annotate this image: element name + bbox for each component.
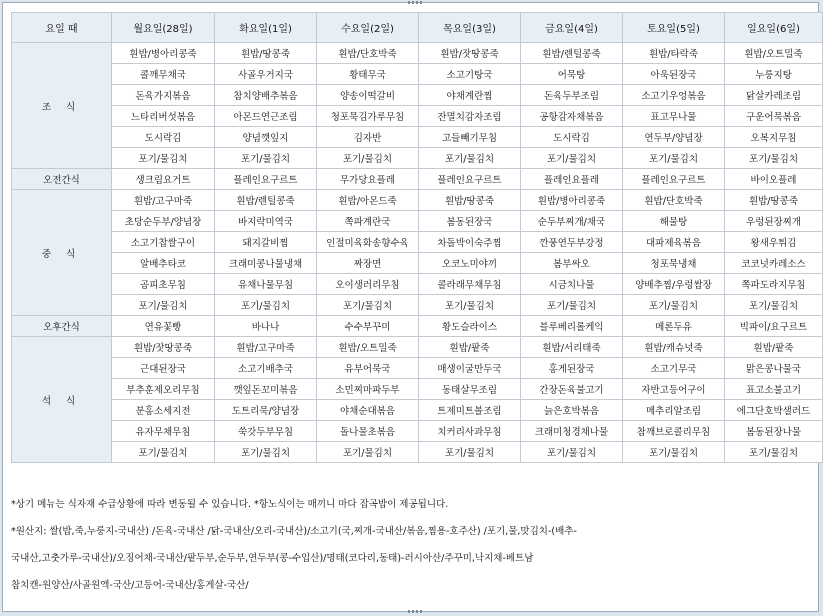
menu-cell: 쑥갓두부무침	[215, 421, 317, 442]
menu-cell: 알배추타코	[112, 253, 215, 274]
menu-cell: 바나나	[215, 316, 317, 337]
menu-cell: 흰밥/캐슈넛죽	[623, 337, 725, 358]
menu-cell: 무가당요플레	[317, 169, 419, 190]
menu-cell: 포기/물김치	[317, 442, 419, 463]
header-row	[12, 13, 823, 43]
menu-cell: 흰밥/땅콩죽	[419, 190, 521, 211]
menu-cell: 고들빼기무침	[419, 127, 521, 148]
menu-cell: 닭살카레조림	[725, 85, 823, 106]
menu-row	[12, 253, 823, 274]
menu-row	[12, 337, 823, 358]
menu-cell: 황도슬라이스	[419, 316, 521, 337]
menu-cell: 유자무채무침	[112, 421, 215, 442]
menu-cell: 깐풍연두부강정	[521, 232, 623, 253]
menu-row	[12, 190, 823, 211]
meal-label: 오후간식	[12, 316, 112, 337]
menu-cell: 흰밥/땅콩죽	[725, 190, 823, 211]
menu-cell: 봄부싸오	[521, 253, 623, 274]
menu-cell: 포기/물김치	[419, 442, 521, 463]
menu-cell: 부추훈제오리무침	[112, 379, 215, 400]
menu-cell: 느타리버섯볶음	[112, 106, 215, 127]
menu-cell: 플레인요플레	[521, 169, 623, 190]
menu-cell: 청포묵김가루무침	[317, 106, 419, 127]
menu-cell: 오복지무침	[725, 127, 823, 148]
menu-cell: 연두부/양념장	[623, 127, 725, 148]
menu-cell: 홍게된장국	[521, 358, 623, 379]
menu-cell: 양념깻잎지	[215, 127, 317, 148]
meal-label: 석 식	[12, 337, 112, 463]
menu-cell: 봄동된장나물	[725, 421, 823, 442]
menu-cell: 포기/물김치	[725, 442, 823, 463]
menu-cell: 포기/물김치	[419, 295, 521, 316]
menu-cell: 포기/물김치	[215, 148, 317, 169]
menu-cell: 분홍소세지전	[112, 400, 215, 421]
meal-label: 오전간식	[12, 169, 112, 190]
menu-cell: 왕새우튀김	[725, 232, 823, 253]
header-day: 월요일(28일)	[112, 13, 215, 43]
menu-cell: 포기/물김치	[623, 442, 725, 463]
menu-cell: 유채나물무침	[215, 274, 317, 295]
menu-cell: 잔멸치감자조림	[419, 106, 521, 127]
header-day: 수요일(2일)	[317, 13, 419, 43]
menu-cell: 크래미청경채나물	[521, 421, 623, 442]
menu-cell: 흰밥/단호박죽	[317, 43, 419, 64]
menu-cell: 포기/물김치	[112, 295, 215, 316]
menu-cell: 자반고등어구이	[623, 379, 725, 400]
menu-cell: 양배추찜/우렁쌈장	[623, 274, 725, 295]
menu-cell: 깻잎돈꼬미볶음	[215, 379, 317, 400]
menu-cell: 흰밥/렌틸콩죽	[521, 43, 623, 64]
menu-row	[12, 85, 823, 106]
menu-cell: 참치양배추볶음	[215, 85, 317, 106]
menu-cell: 어묵탕	[521, 64, 623, 85]
menu-cell: 순두부찌개/채국	[521, 211, 623, 232]
menu-cell: 포기/물김치	[725, 295, 823, 316]
menu-cell: 코코넛카레소스	[725, 253, 823, 274]
menu-cell: 흰밥/서리태죽	[521, 337, 623, 358]
menu-row	[12, 106, 823, 127]
menu-cell: 야채순대볶음	[317, 400, 419, 421]
menu-row	[12, 400, 823, 421]
menu-cell: 흰밥/땅콩죽	[215, 43, 317, 64]
menu-cell: 인절미육화송향수육	[317, 232, 419, 253]
menu-cell: 차돌박이숙주찜	[419, 232, 521, 253]
menu-cell: 돈육가지볶음	[112, 85, 215, 106]
menu-cell: 메론두유	[623, 316, 725, 337]
menu-cell: 포기/물김치	[419, 148, 521, 169]
menu-cell: 포기/물김치	[215, 442, 317, 463]
menu-cell: 흰밥/렌틸콩죽	[215, 190, 317, 211]
header-day: 목요일(3일)	[419, 13, 521, 43]
menu-cell: 플레인요구르트	[623, 169, 725, 190]
menu-cell: 소고기배추국	[215, 358, 317, 379]
menu-cell: 흰밥/오트밀죽	[725, 43, 823, 64]
menu-cell: 에그단호박샐러드	[725, 400, 823, 421]
menu-cell: 누룽지탕	[725, 64, 823, 85]
menu-cell: 포기/물김치	[623, 148, 725, 169]
menu-cell: 콜라래무채무침	[419, 274, 521, 295]
menu-cell: 쪽파계란국	[317, 211, 419, 232]
menu-row	[12, 232, 823, 253]
menu-cell: 포기/물김치	[521, 442, 623, 463]
menu-cell: 생크림요거트	[112, 169, 215, 190]
menu-cell: 메추리알조림	[623, 400, 725, 421]
menu-cell: 흰밥/타락죽	[623, 43, 725, 64]
bottom-resize-handle[interactable]	[408, 610, 422, 613]
menu-row	[12, 148, 823, 169]
menu-cell: 매생이굴만두국	[419, 358, 521, 379]
menu-cell: 양송이떡갈비	[317, 85, 419, 106]
menu-cell: 돼지갈비찜	[215, 232, 317, 253]
header-day: 금요일(4일)	[521, 13, 623, 43]
menu-cell: 오코노미야끼	[419, 253, 521, 274]
menu-cell: 곰피초무침	[112, 274, 215, 295]
menu-cell: 블루베리롤케익	[521, 316, 623, 337]
header-day: 화요일(1일)	[215, 13, 317, 43]
menu-cell: 흰밥/고구마죽	[112, 190, 215, 211]
menu-cell: 참깨브로콜리무침	[623, 421, 725, 442]
menu-cell: 치커리사과무침	[419, 421, 521, 442]
menu-cell: 흰밥/잣땅콩죽	[112, 337, 215, 358]
document-frame	[2, 2, 819, 612]
note-line-1: *상기 메뉴는 식자재 수급상황에 따라 변동될 수 있습니다. *항노식이는 매끼니 마다 잡곡밥이 제공됩니다.	[11, 499, 449, 510]
note-line-3: 국내산,고춧가루-국내산)/오징어채-국내산/팥두부,순두부,연두부(콩-수입산)/명태(코다리,동태)-러시아산/주꾸미,낙지채-베트남	[11, 553, 534, 564]
menu-cell: 우렁된장찌개	[725, 211, 823, 232]
menu-cell: 아욱된장국	[623, 64, 725, 85]
menu-cell: 해물탕	[623, 211, 725, 232]
menu-cell: 황태무국	[317, 64, 419, 85]
menu-cell: 야채계란찜	[419, 85, 521, 106]
menu-cell: 포기/물김치	[112, 148, 215, 169]
menu-row	[12, 64, 823, 85]
menu-cell: 소고기무국	[623, 358, 725, 379]
menu-cell: 연유꽃빵	[112, 316, 215, 337]
note-line-4: 참치캔-원양산/사골원액-국산/고등어-국내산/홍게살-국산/	[11, 580, 249, 591]
menu-cell: 늙은호박볶음	[521, 400, 623, 421]
menu-cell: 트제미트볼조림	[419, 400, 521, 421]
menu-row	[12, 421, 823, 442]
menu-cell: 봄동된장국	[419, 211, 521, 232]
menu-cell: 짜장면	[317, 253, 419, 274]
menu-cell: 소민찌마파두부	[317, 379, 419, 400]
menu-cell: 흰밥/고구마죽	[215, 337, 317, 358]
menu-cell: 흰밥/병아리콩죽	[112, 43, 215, 64]
menu-cell: 흰밥/단호박죽	[623, 190, 725, 211]
menu-cell: 시금치나물	[521, 274, 623, 295]
meal-label: 중 식	[12, 190, 112, 316]
header-day: 토요일(5일)	[623, 13, 725, 43]
menu-cell: 쪽파도라지무침	[725, 274, 823, 295]
menu-cell: 흰밥/잣땅콩죽	[419, 43, 521, 64]
menu-cell: 간장돈육불고기	[521, 379, 623, 400]
menu-cell: 흰밥/오트밀죽	[317, 337, 419, 358]
menu-cell: 대파제육볶음	[623, 232, 725, 253]
menu-row	[12, 274, 823, 295]
menu-cell: 포기/물김치	[317, 295, 419, 316]
menu-cell: 흰밥/아몬드죽	[317, 190, 419, 211]
menu-cell: 도시락김	[521, 127, 623, 148]
note-line-2: *원산지: 쌀(밥,죽,누룽지-국내산) /돈육-국내산 /닭-국내산/오리-국내산)/소고기(국,찌개-국내산/볶음,찜용-호주산) /포기,물,맛김치-(배추-	[11, 526, 577, 537]
menu-row	[12, 316, 823, 337]
menu-cell: 포기/물김치	[725, 148, 823, 169]
menu-cell: 근대된장국	[112, 358, 215, 379]
menu-cell: 공항감자채볶음	[521, 106, 623, 127]
menu-cell: 크래미콩나물냉채	[215, 253, 317, 274]
menu-cell: 돈육두부조림	[521, 85, 623, 106]
menu-cell: 수수부꾸미	[317, 316, 419, 337]
notes-section	[11, 491, 577, 599]
menu-cell: 흰밥/팥죽	[725, 337, 823, 358]
menu-cell: 플레인요구르트	[215, 169, 317, 190]
menu-cell: 포기/물김치	[317, 148, 419, 169]
meal-label: 조 식	[12, 43, 112, 169]
menu-cell: 구운어묵볶음	[725, 106, 823, 127]
menu-cell: 오이생러리무침	[317, 274, 419, 295]
menu-cell: 포기/물김치	[521, 148, 623, 169]
menu-cell: 흰밥/병아리콩죽	[521, 190, 623, 211]
menu-row	[12, 295, 823, 316]
menu-cell: 포기/물김치	[623, 295, 725, 316]
menu-cell: 바지락미역국	[215, 211, 317, 232]
menu-cell: 빅파이/요구르트	[725, 316, 823, 337]
menu-cell: 표고무나물	[623, 106, 725, 127]
weekly-menu-table	[11, 12, 823, 463]
menu-cell: 바이오플레	[725, 169, 823, 190]
top-resize-handle[interactable]	[408, 1, 422, 4]
menu-cell: 맑은콩나물국	[725, 358, 823, 379]
menu-cell: 사골우거지국	[215, 64, 317, 85]
menu-cell: 포기/물김치	[215, 295, 317, 316]
menu-cell: 돌나물초볶음	[317, 421, 419, 442]
menu-cell: 김자반	[317, 127, 419, 148]
menu-cell: 도시락김	[112, 127, 215, 148]
menu-cell: 흰밥/팥죽	[419, 337, 521, 358]
menu-cell: 포기/물김치	[521, 295, 623, 316]
menu-cell: 포기/물김치	[112, 442, 215, 463]
menu-row	[12, 442, 823, 463]
menu-cell: 표고소불고기	[725, 379, 823, 400]
menu-row	[12, 169, 823, 190]
menu-cell: 청포묵냉채	[623, 253, 725, 274]
menu-row	[12, 127, 823, 148]
menu-cell: 소고기탕국	[419, 64, 521, 85]
menu-cell: 도트리묵/양념장	[215, 400, 317, 421]
menu-cell: 소고기찹쌀구이	[112, 232, 215, 253]
menu-cell: 콜깨무채국	[112, 64, 215, 85]
menu-row	[12, 43, 823, 64]
header-mealtime: 요일 때	[12, 13, 112, 43]
menu-cell: 플레인요구르트	[419, 169, 521, 190]
menu-cell: 아몬드연근조림	[215, 106, 317, 127]
menu-row	[12, 379, 823, 400]
header-day: 일요일(6일)	[725, 13, 823, 43]
menu-cell: 유부어묵국	[317, 358, 419, 379]
menu-row	[12, 211, 823, 232]
menu-row	[12, 358, 823, 379]
menu-cell: 초당순두부/양념장	[112, 211, 215, 232]
menu-cell: 소고기우엉볶음	[623, 85, 725, 106]
menu-cell: 동태살무조림	[419, 379, 521, 400]
